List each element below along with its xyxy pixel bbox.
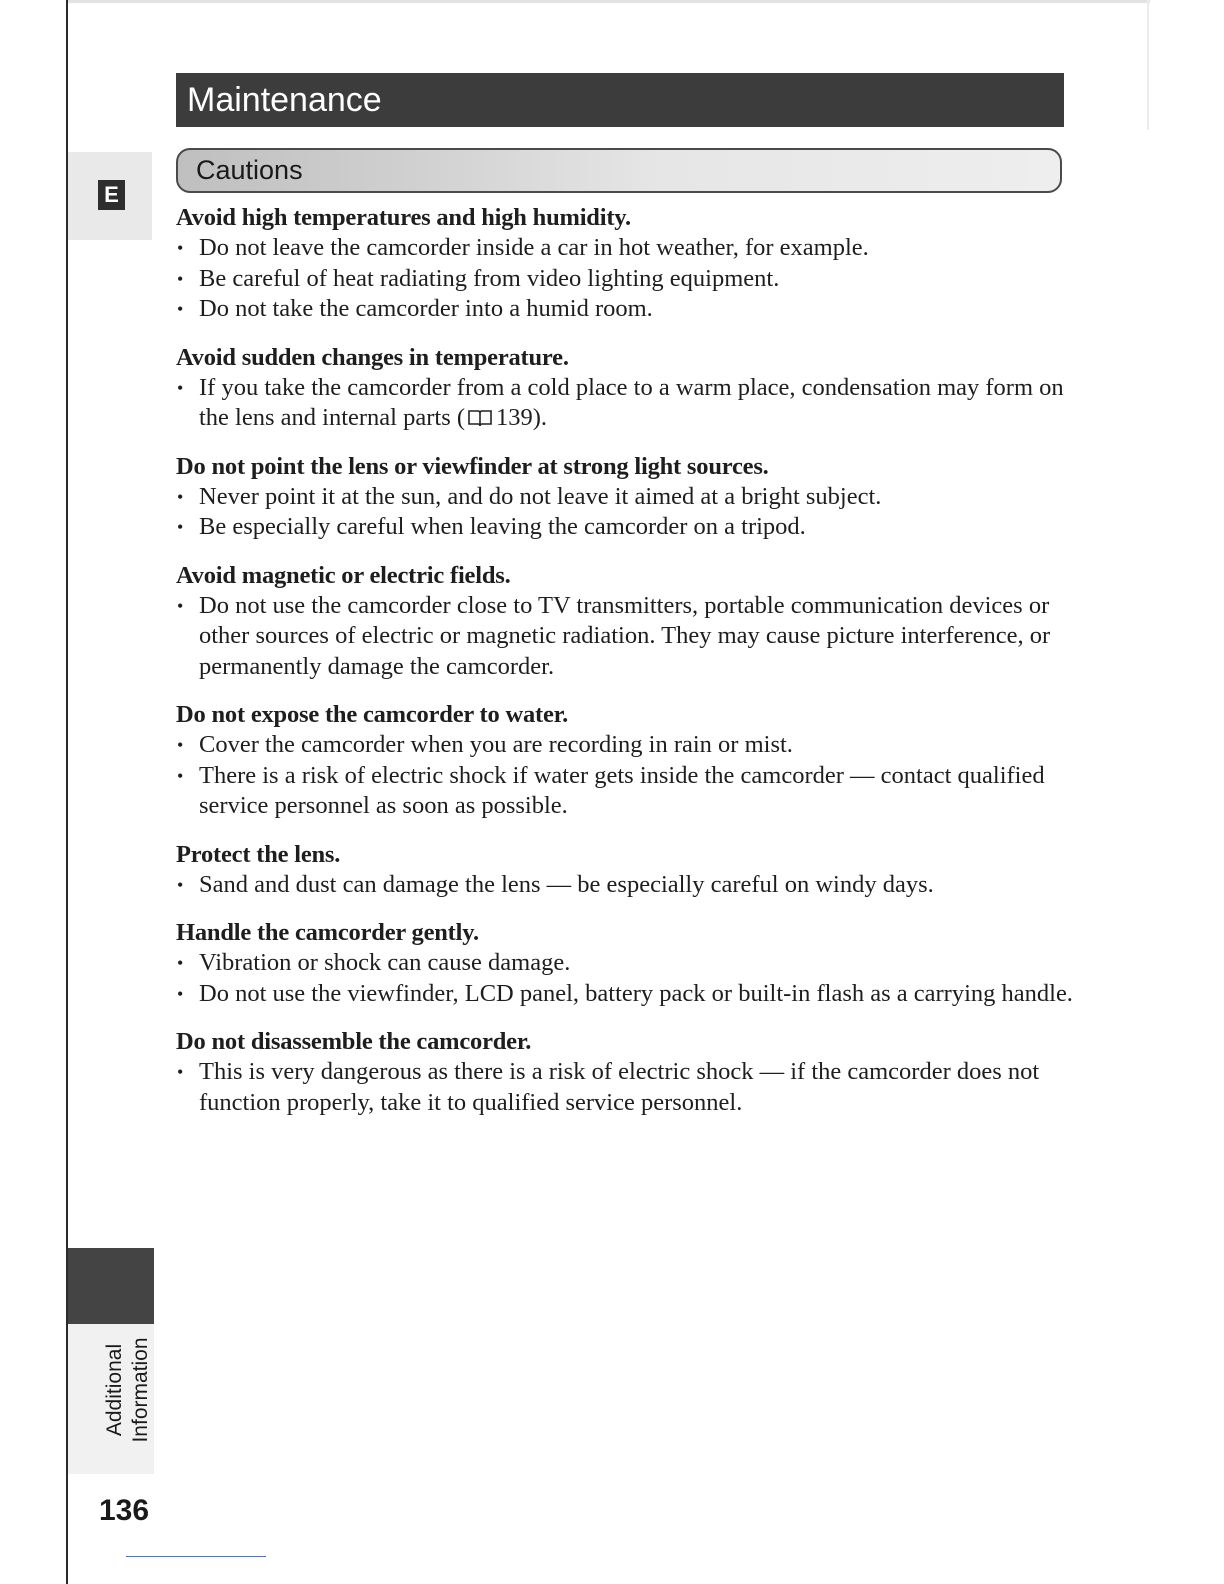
caution-section bbox=[176, 342, 1076, 434]
caution-bullet: • Be especially careful when leaving the camcorder on a tripod. bbox=[176, 512, 1076, 543]
caution-bullet: • There is a risk of electric shock if water gets inside the camcorder — contact qualified service personnel as soon as possible. bbox=[176, 761, 1076, 822]
language-tab-badge: E bbox=[98, 180, 125, 210]
chapter-label-line2: Information bbox=[129, 1337, 152, 1443]
caution-heading: Protect the lens. bbox=[176, 840, 341, 868]
caution-bullet: • Sand and dust can damage the lens — be especially careful on windy days. bbox=[176, 870, 1076, 901]
page-title: Maintenance bbox=[176, 73, 1064, 127]
caution-bullet-list bbox=[176, 948, 1076, 1009]
caution-bullet: • Do not use the viewfinder, LCD panel, battery pack or built-in flash as a carrying handle. bbox=[176, 979, 1076, 1010]
caution-section bbox=[176, 699, 1076, 822]
caution-heading: Avoid magnetic or electric fields. bbox=[176, 561, 511, 589]
caution-bullet-list bbox=[176, 373, 1076, 434]
book-reference-icon bbox=[467, 409, 493, 427]
section-subtitle: Cautions bbox=[196, 155, 303, 185]
caution-section bbox=[176, 917, 1076, 1009]
chapter-tab-marker bbox=[68, 1248, 154, 1324]
caution-heading: Handle the camcorder gently. bbox=[176, 919, 479, 946]
caution-bullet: • Do not leave the camcorder inside a car in hot weather, for example. bbox=[176, 233, 1076, 264]
cautions-content bbox=[176, 202, 1076, 1135]
bottom-rule bbox=[126, 1556, 266, 1557]
caution-bullet: • Be careful of heat radiating from video lighting equipment. bbox=[176, 264, 1076, 295]
section-subtitle-bar bbox=[176, 148, 1062, 193]
caution-bullet: • Cover the camcorder when you are recording in rain or mist. bbox=[176, 730, 1076, 761]
caution-heading: Do not point the lens or viewfinder at strong light sources. bbox=[176, 452, 769, 480]
caution-bullet: • This is very dangerous as there is a risk of electric shock — if the camcorder does not function properly, take it to qualified service personnel. bbox=[176, 1057, 1076, 1118]
caution-bullet-list bbox=[176, 1057, 1076, 1118]
caution-bullet-list bbox=[176, 233, 1076, 325]
caution-heading: Do not expose the camcorder to water. bbox=[176, 701, 568, 728]
caution-section bbox=[176, 451, 1076, 543]
caution-bullet: • Do not take the camcorder into a humid room. bbox=[176, 294, 1076, 325]
caution-bullet-text: If you take the camcorder from a cold place to a warm place, condensation may form on the lens and internal parts ( bbox=[199, 373, 1064, 431]
caution-heading: Avoid high temperatures and high humidity. bbox=[176, 204, 631, 231]
chapter-tab-label bbox=[90, 1335, 180, 1445]
caution-bullet-list bbox=[176, 591, 1076, 683]
caution-section bbox=[176, 1026, 1076, 1118]
page-edge-right bbox=[1147, 0, 1149, 130]
caution-section bbox=[176, 560, 1076, 683]
page-edge-top bbox=[66, 0, 1150, 3]
caution-section bbox=[176, 839, 1076, 901]
caution-bullet-list bbox=[176, 482, 1076, 543]
caution-heading: Do not disassemble the camcorder. bbox=[176, 1028, 532, 1055]
caution-bullet-with-reference bbox=[176, 373, 1076, 434]
caution-bullet: • Never point it at the sun, and do not leave it aimed at a bright subject. bbox=[176, 482, 1076, 513]
caution-bullet: • Vibration or shock can cause damage. bbox=[176, 948, 1076, 979]
caution-section bbox=[176, 202, 1076, 325]
chapter-label-line1: Additional bbox=[103, 1343, 126, 1437]
caution-heading: Avoid sudden changes in temperature. bbox=[176, 343, 569, 371]
caution-bullet: • Do not use the camcorder close to TV transmitters, portable communication devices or other sources of electric or magnetic radiation. They may cause picture interference, or permanently damage the camcorder. bbox=[176, 591, 1076, 683]
caution-bullet-list bbox=[176, 870, 1076, 901]
caution-bullet-list bbox=[176, 730, 1076, 822]
reference-page: 139). bbox=[496, 404, 548, 431]
page-number: 136 bbox=[99, 1494, 150, 1527]
